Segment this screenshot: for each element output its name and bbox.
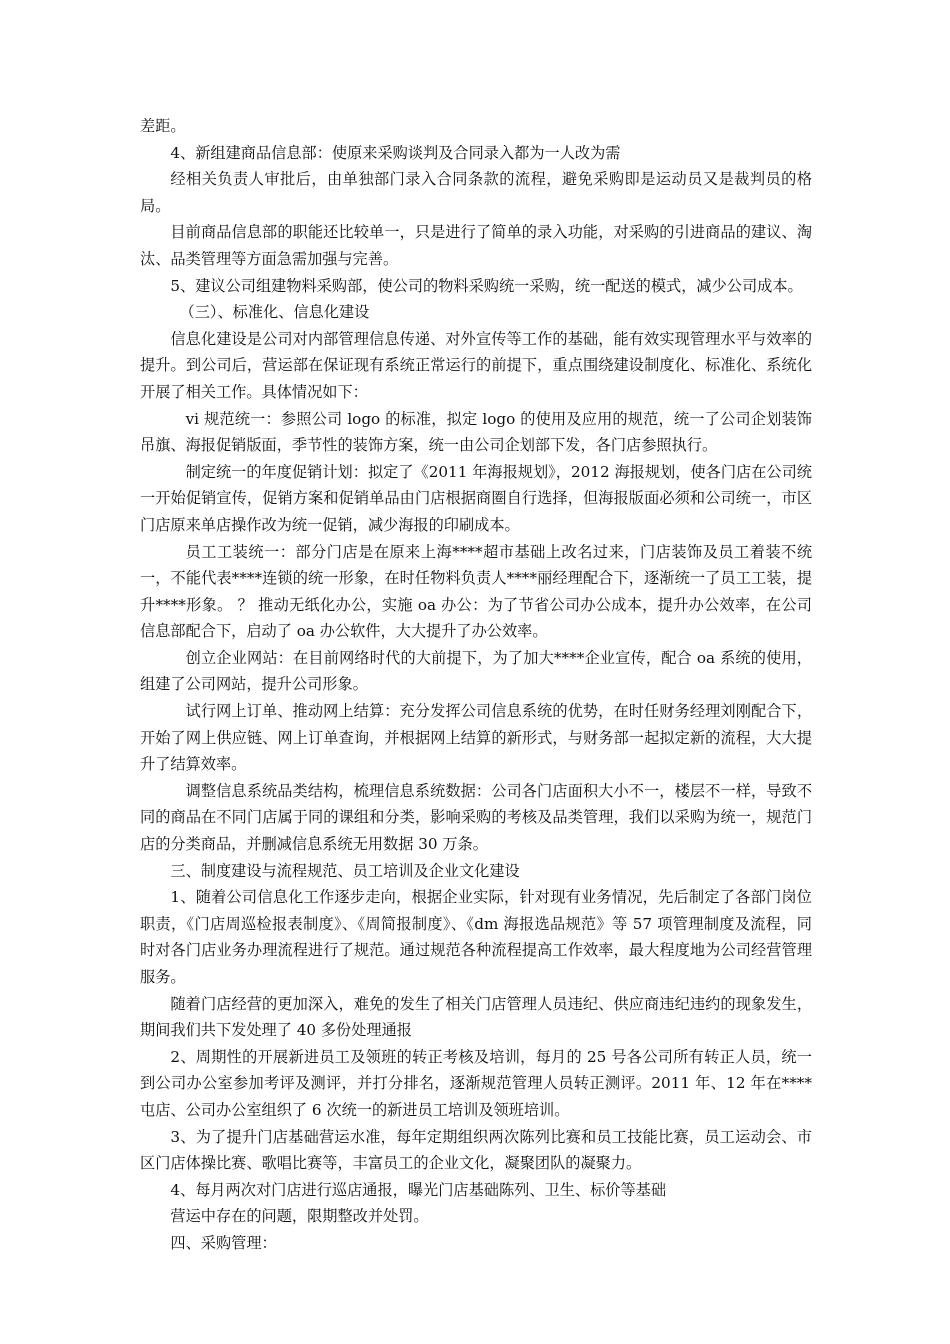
paragraph: 试行网上订单、推动网上结算：充分发挥公司信息系统的优势，在时任财务经理刘刚配合下，开始了网上供应链、网上订单查询，并根据网上结算的新形式，与财务部一起拟定新的流程，大大提升了结算效率。 — [140, 702, 812, 774]
section-heading: 三、制度建设与流程规范、员工培训及企业文化建设 — [170, 861, 520, 880]
paragraph: 调整信息系统品类结构，梳理信息系统数据：公司各门店面积大小不一，楼层不一样，导致不同的商品在不同门店属于同的课组和分类，影响采购的考核及品类管理，我们以采购为统一，规范门店的分类商品，并删减信息系统无用数据 30 万条。 — [140, 781, 812, 854]
paragraph: 目前商品信息部的职能还比较单一，只是进行了简单的录入功能，对采购的引进商品的建议、淘汰、品类管理等方面急需加强与完善。 — [140, 223, 812, 268]
paragraph: 经相关负责人审批后，由单独部门录入合同条款的流程，避免采购即是运动员又是裁判员的格局。 — [140, 170, 812, 215]
section-heading: （三）、标准化、信息化建设 — [179, 303, 370, 322]
paragraph: 5、建议公司组建物料采购部，使公司的物料采购统一采购，统一配送的模式，减少公司成本。 — [170, 276, 803, 295]
paragraph: 制定统一的年度促销计划：拟定了《2011 年海报规划》，2012 海报规划，使各门店在公司统一开始促销宣传，促销方案和促销单品由门店根据商圈自行选择，但海报版面必须和公司统一，市区门店原来单店操作改为统一促销，减少海报的印刷成本。 — [140, 462, 812, 534]
section-heading: 四、采购管理： — [170, 1233, 277, 1252]
paragraph: 员工工装统一：部分门店是在原来上海****超市基础上改名过来，门店装饰及员工着装不统一，不能代表****连锁的统一形象，在时任物料负责人****丽经理配合下，逐渐统一了员工工装，提升****形象。 ？ 推动无纸化办公，实施 oa 办公：为了节省公司办公成本，提升办公效率，在公司信息部配合下，启动了 oa 办公软件，大大提升了办公效率。 — [140, 542, 812, 641]
paragraph: 1、随着公司信息化工作逐步走向，根据企业实际，针对现有业务情况，先后制定了各部门岗位职责，《门店周巡检报表制度》、《周简报制度》、《dm 海报选品规范》等 57 项管理制度及流程，同时对各门店业务办理流程进行了规范。通过规范各种流程提高工作效率，最大程度地为公司经营管理服务。 — [140, 888, 812, 986]
paragraph: 随着门店经营的更加深入，难免的发生了相关门店管理人员违纪、供应商违纪违约的现象发生，期间我们共下发处理了 40 多份处理通报 — [140, 994, 812, 1040]
paragraph: 差距。 — [140, 117, 186, 135]
paragraph: 营运中存在的问题，限期整改并处罚。 — [170, 1207, 429, 1226]
paragraph: 2、周期性的开展新进员工及领班的转正考核及培训，每月的 25 号各公司所有转正人员，统一到公司办公室参加考评及测评，并打分排名，逐渐规范管理人员转正测评。2011 年、12 年在****屯店、公司办公室组织了 6 次统一的新进员工培训及领班培训。 — [140, 1047, 812, 1119]
paragraph: vi 规范统一：参照公司 logo 的标准，拟定 logo 的使用及应用的规范，统一了公司企划装饰吊旗、海报促销版面，季节性的装饰方案，统一由公司企划部下发，各门店参照执行。 — [140, 409, 812, 455]
paragraph: 3、为了提升门店基础营运水准，每年定期组织两次陈列比赛和员工技能比赛，员工运动会、市区门店体操比赛、歌唱比赛等，丰富员工的企业文化，凝聚团队的凝聚力。 — [140, 1127, 812, 1173]
paragraph: 4、每月两次对门店进行巡店通报，曝光门店基础陈列、卫生、标价等基础 — [170, 1180, 667, 1199]
paragraph: 创立企业网站：在目前网络时代的大前提下，为了加大****企业宣传，配合 oa 系统的使用，组建了公司网站，提升公司形象。 — [140, 648, 812, 694]
paragraph: 信息化建设是公司对内部管理信息传递、对外宣传等工作的基础，能有效实现管理水平与效率的提升。到公司后，营运部在保证现有系统正常运行的前提下，重点围绕建设制度化、标准化、系统化开展了相关工作。具体情况如下： — [140, 329, 812, 401]
document-body — [140, 113, 812, 1257]
paragraph: 4、新组建商品信息部：使原来采购谈判及合同录入都为一人改为需 — [170, 143, 621, 162]
